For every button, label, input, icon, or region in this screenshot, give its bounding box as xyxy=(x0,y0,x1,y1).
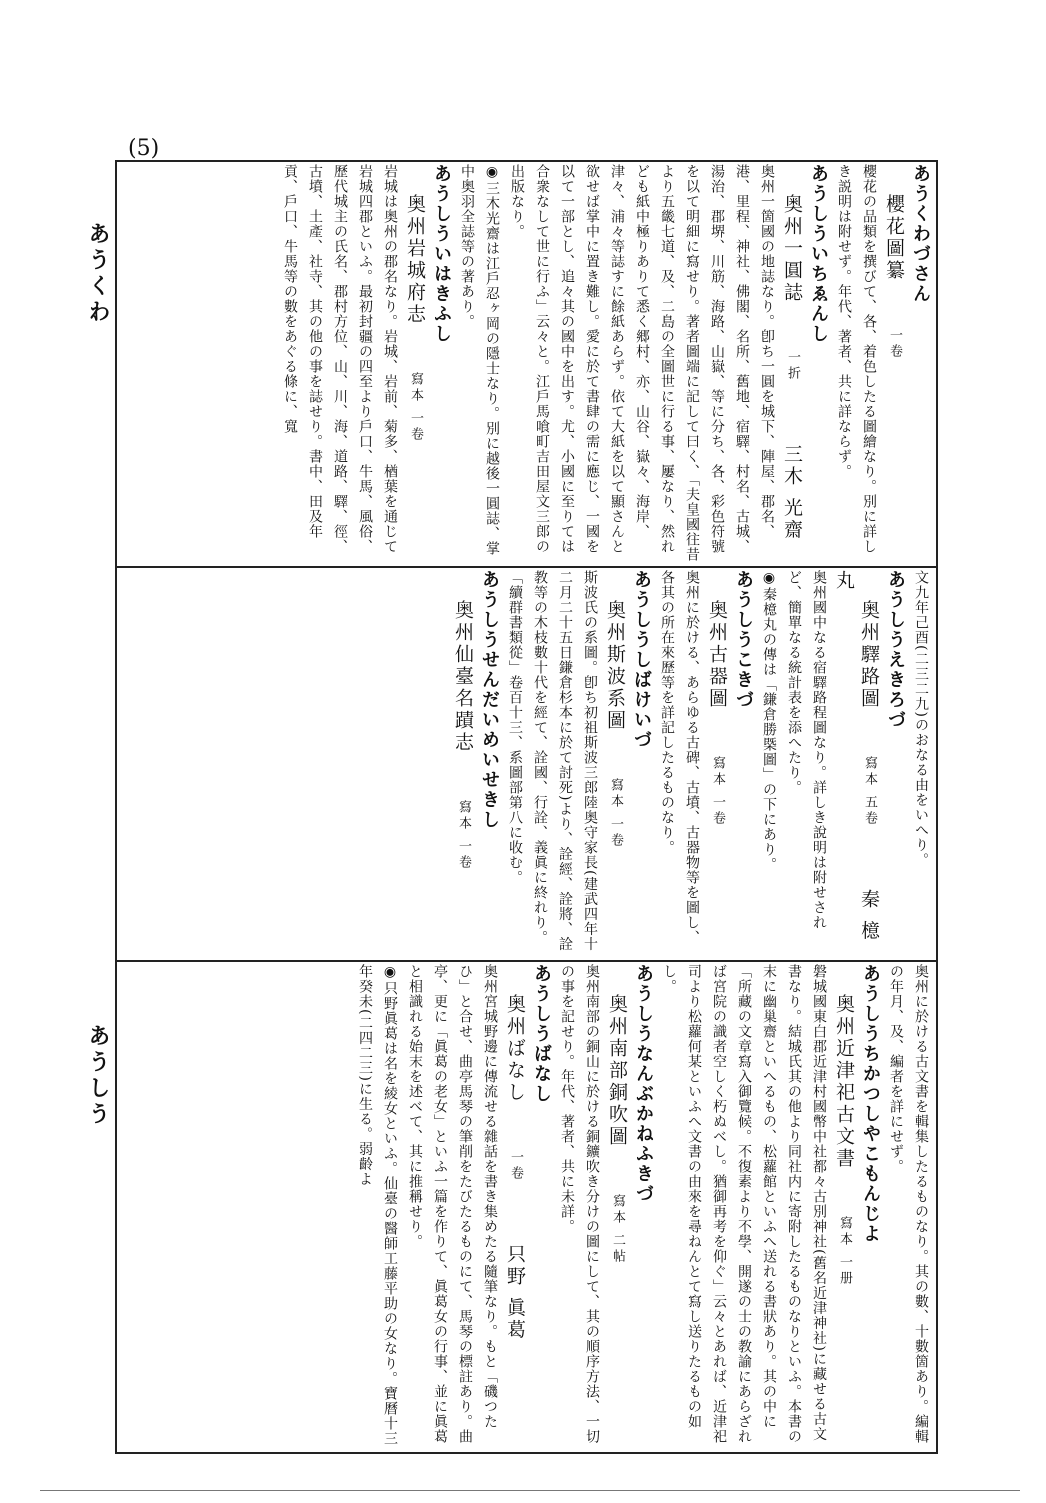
entry-note: ◉只野眞葛は名を綾女といふ。仙臺の醫師工藤平助の女なり。寶曆十三年癸未(二四二三)に生る。弱齡よ xyxy=(357,964,398,1446)
entry-title: 奥州斯波系圖 xyxy=(604,600,626,732)
section-text xyxy=(277,164,933,562)
section-text xyxy=(352,964,933,1450)
entry-title: 奥州南部銅吹圖 xyxy=(606,994,628,1148)
entry-heading: あうしうちかつしやこもんじよ xyxy=(860,964,881,1244)
entry-title: 奥州岩城府志 xyxy=(404,194,426,326)
entry-title: 奥州仙臺名蹟志 xyxy=(452,600,474,754)
entry-volume: 寫本 一卷 xyxy=(710,756,725,828)
section-top xyxy=(120,164,933,562)
entry-body: 斯波氏の系圖。卽ち初祖斯波三郎陸奥守家長(建武四年十二月二十五日鎌倉杉本に於て討死)より、詮經、詮將、詮教等の木枝數十代を經て、詮國、行詮、義眞に終れり。「續群書類從」卷百十三、系圖部第八に收む。 xyxy=(507,570,598,952)
entry-heading: あうしうこきづ xyxy=(733,570,754,710)
entry-heading: あうしうせんだいめいせきし xyxy=(479,570,500,830)
entry-title: 奥州ばなし xyxy=(504,994,526,1104)
entry-heading: あうしうえきろづ xyxy=(885,570,906,730)
entry-title: 奥州古器圖 xyxy=(706,600,728,710)
entry-author: 只野 眞葛 xyxy=(504,1244,526,1342)
entry-body: 奥州に於ける、あらゆる古碑、古墳、古器物等を圖し、各其の所在來歷等を詳記したるものなり。 xyxy=(659,570,700,945)
entry-heading: あうしうばなし xyxy=(531,964,552,1104)
entry-title-line xyxy=(606,964,628,1265)
entry-volume: 一卷 xyxy=(508,1150,523,1182)
entry-volume: 一折 xyxy=(785,350,800,382)
entry-title-line xyxy=(504,964,526,1341)
entry-title-line xyxy=(404,164,426,443)
entry-heading: あうしうしばけいづ xyxy=(631,570,652,750)
entry-title-line xyxy=(452,570,474,871)
entry-title: 奥州驛路圖 xyxy=(858,600,880,710)
side-index-label-1: あうくわ xyxy=(85,222,110,326)
entry-heading: あうしういちゑんし xyxy=(808,164,829,344)
entry-title-line xyxy=(604,570,626,849)
entry-continuation: 文九年己酉(二三二九)のおなる由をいへり。 xyxy=(913,570,929,868)
entry-volume: 寫本 一卷 xyxy=(608,778,623,850)
entry-title-line xyxy=(883,164,905,360)
entry-heading: あうくわづさん xyxy=(910,164,931,304)
entry-title-line xyxy=(781,164,803,541)
section-bottom xyxy=(120,964,933,1450)
entry-volume: 寫本 五卷 xyxy=(862,756,877,828)
entry-title: 奥州一圓誌 xyxy=(781,194,803,304)
entry-volume: 寫本 一卷 xyxy=(456,800,471,872)
page-number: (5) xyxy=(128,136,160,161)
section-divider-1 xyxy=(115,566,938,568)
entry-title-line xyxy=(706,570,728,827)
entry-body: 奥州一箇國の地誌なり。卽ち一圓を城下、陣屋、郡名、港、里程、神社、佛閣、名所、舊地、宿驛、村名、古城、湯治、郡堺、川筋、海路、山嶽、等に分ち、各、彩色符號を以て明細に寫せり。著者圖端に記して曰く、「夫皇國往昔より五畿七道、及、二島の全圖世に行る事、屢なり、然れども紙中極りありて悉く郷村、亦、山谷、嶽々、海岸、津々、浦々等誌すに餘紙あらず。依て大紙を以て顯さんと欲せば掌中に置き難し。愛に於て書肆の需に應じ、一國を以て一部とし、追々其の國中を出す。尤、小國に至りては合衆なして世に行ふ」云々と。江戶馬喰町吉田屋文三郎の出版なり。 xyxy=(509,164,775,562)
entry-body: 磐城國東白郡近津村國幣中社都々古別神社(舊名近津神社)に藏せる古文書なり。結城氏其の他より同社内に寄附したるものなりといふ。本書の末に幽巢齋といへるもの、松蘿館といふへ送れる書狀あり。其の中に「所藏の文章寫入御覽候。不復素より不學、開遂の士の教諭にあらざれば宮院の識者空しく朽ぬべし。猶御再考を仰ぐ」云々とあれば、近津祀司より松蘿何某といふへ文書の由來を尋ねんとて寫し送りたるもの如し。 xyxy=(661,964,827,1444)
entry-heading: あうしういはきふし xyxy=(431,164,452,344)
section-text xyxy=(450,570,933,956)
entry-body: 奥州國中なる宿驛路程圖なり。詳しき說明は附せされど、簡單なる統計表を添へたり。 xyxy=(786,570,827,930)
entry-body: 奥州南部の銅山に於ける銅鑛吹き分けの圖にして、其の順序方法、一切の事を記せり。年代、著者、共に未詳。 xyxy=(559,964,600,1444)
bottom-rule xyxy=(40,1490,1020,1491)
entry-note: ◉三木光齋は江戶忍ヶ岡の隱士なり。別に越後一圓誌、掌中奥羽全誌等の著あり。 xyxy=(459,164,500,556)
entry-title-line xyxy=(833,964,855,1287)
entry-body: 岩城は奥州の郡名なり。岩城、岩前、菊多、楢葉を通じて岩城四郡といふ。最初封疆の四至より戶口、牛馬、風俗、歷代城主の氏名、郡村方位、山、川、海、道路、驛、徑、古墳、土產、社寺、其の他の事を誌せり。書中、田及年貢、戶口、牛馬等の數をあぐる條に、寬 xyxy=(282,164,398,554)
entry-volume: 一卷 xyxy=(887,328,902,360)
entry-body: 奥州宮城野邊に傳流せる雜話を書き集めたる隨筆なり。もと「磯つたひ」と合せ、曲亭馬琴の筆削をたびたるものにて、馬琴の標註あり。曲亭、更に「眞葛の老女」といふ一篇を作りて、眞葛女の行事、並に眞葛と相識れる始末を述べて、其に推稱せり。 xyxy=(407,964,498,1444)
entry-volume: 寫本 一册 xyxy=(837,1216,852,1288)
entry-volume: 寫本 二帖 xyxy=(610,1194,625,1266)
entry-continuation: 奥州に於ける古文書を輯集したるものなり。其の數、十數箇あり。編輯の年月、及、編者を詳にせず。 xyxy=(888,964,929,1444)
entry-note: ◉秦檍丸の傳は「鎌倉勝槩圖」の下にあり。 xyxy=(761,570,777,872)
entry-title: 櫻花圖纂 xyxy=(883,194,905,282)
entry-author: 秦 檍丸 xyxy=(833,570,880,943)
entry-volume: 寫本 一卷 xyxy=(408,372,423,444)
entry-author: 三木 光齋 xyxy=(781,444,803,542)
side-index-label-2: あうしう xyxy=(85,1024,110,1128)
section-divider-2 xyxy=(115,960,938,962)
section-middle xyxy=(120,570,933,956)
entry-title: 奥州近津祀古文書 xyxy=(833,994,855,1170)
entry-body: 櫻花の品類を撰びて、各、着色したる圖繪なり。別に詳しき説明は附せず。年代、著者、共に詳ならず。 xyxy=(836,164,877,554)
entry-heading: あうしうなんぶかねふきづ xyxy=(633,964,654,1204)
entry-title-line xyxy=(833,570,880,942)
